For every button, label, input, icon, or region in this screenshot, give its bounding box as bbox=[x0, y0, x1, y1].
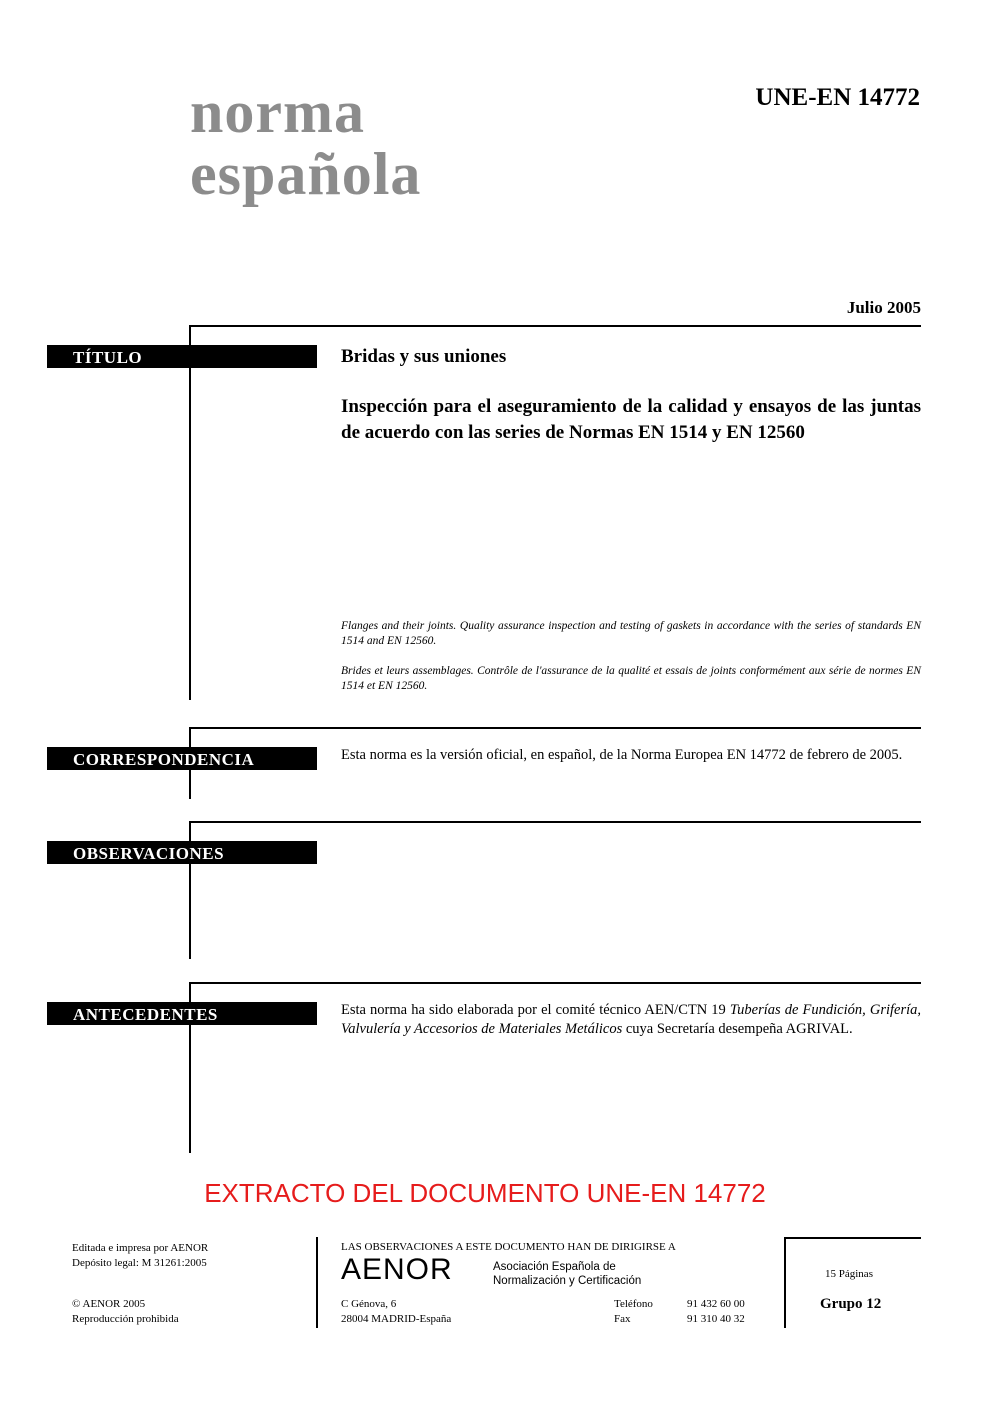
observaciones-top-rule bbox=[189, 821, 921, 823]
correspondencia-top-rule bbox=[189, 727, 921, 729]
antecedentes-committee-name: Tuberías de Fundición, Grifería, Valvulería y Accesorios de Materiales Metálicos bbox=[341, 1002, 921, 1037]
footer-edited-by: Editada e impresa por AENOR bbox=[72, 1242, 209, 1254]
aenor-name-line-1: Asociación Española de bbox=[493, 1261, 616, 1273]
aenor-name-line-2: Normalización y Certificación bbox=[493, 1275, 642, 1287]
footer-divider-left bbox=[316, 1237, 318, 1328]
document-id: UNE-EN 14772 bbox=[755, 84, 920, 111]
footer-phone-label: Teléfono bbox=[614, 1298, 653, 1310]
antecedentes-text bbox=[341, 1001, 921, 1039]
footer-observations-notice: LAS OBSERVACIONES A ESTE DOCUMENTO HAN DE DIRIGIRSE A bbox=[341, 1241, 676, 1253]
footer-reproduction-notice: Reproducción prohibida bbox=[72, 1313, 179, 1325]
extract-banner: EXTRACTO DEL DOCUMENTO UNE-EN 14772 bbox=[204, 1178, 766, 1208]
antecedentes-top-rule bbox=[189, 982, 921, 984]
footer-divider-right bbox=[784, 1237, 786, 1328]
aenor-logo: AENOR bbox=[341, 1253, 453, 1286]
observaciones-label: OBSERVACIONES bbox=[47, 841, 317, 864]
correspondencia-text: Esta norma es la versión oficial, en español, de la Norma Europea EN 14772 de febrero de 2005. bbox=[341, 747, 903, 763]
antecedentes-label: ANTECEDENTES bbox=[47, 1002, 317, 1025]
footer-address-city: 28004 MADRID-España bbox=[341, 1313, 452, 1325]
antecedentes-text-start: Esta norma ha sido elaborada por el comité técnico AEN/CTN 19 bbox=[341, 1002, 730, 1018]
titulo-label: TÍTULO bbox=[47, 345, 317, 368]
footer-fax-label: Fax bbox=[614, 1313, 631, 1325]
title-french: Brides et leurs assemblages. Contrôle de l'assurance de la qualité et essais de joints conformément aux série de normes EN 1514 et EN 12560. bbox=[341, 665, 921, 692]
antecedentes-text-end: cuya Secretaría desempeña AGRIVAL. bbox=[622, 1021, 853, 1037]
footer-address-street: C Génova, 6 bbox=[341, 1298, 397, 1310]
footer-deposito-legal: Depósito legal: M 31261:2005 bbox=[72, 1257, 207, 1269]
title-spanish: Bridas y sus uniones bbox=[341, 346, 507, 367]
price-group: Grupo 12 bbox=[820, 1296, 882, 1312]
correspondencia-label: CORRESPONDENCIA bbox=[47, 747, 317, 770]
footer-copyright: © AENOR 2005 bbox=[72, 1298, 146, 1310]
page-count: 15 Páginas bbox=[825, 1268, 873, 1280]
aenor-full-name bbox=[493, 1260, 641, 1288]
titulo-top-rule bbox=[189, 325, 921, 327]
titulo-vertical-rule bbox=[189, 325, 191, 700]
brand-line-1: norma bbox=[190, 79, 365, 145]
footer-box-top-rule bbox=[784, 1237, 921, 1239]
footer-fax-number: 91 310 40 32 bbox=[687, 1313, 745, 1325]
subtitle-spanish: Inspección para el aseguramiento de la calidad y ensayos de las juntas de acuerdo con las series de Normas EN 1514 y EN 12560 bbox=[341, 396, 921, 443]
title-english: Flanges and their joints. Quality assurance inspection and testing of gaskets in accordance with the series of standards EN 1514 and EN 12560. bbox=[341, 620, 921, 647]
footer-phone-number: 91 432 60 00 bbox=[687, 1298, 745, 1310]
publication-date: Julio 2005 bbox=[846, 298, 921, 317]
brand-line-2: española bbox=[190, 141, 422, 207]
